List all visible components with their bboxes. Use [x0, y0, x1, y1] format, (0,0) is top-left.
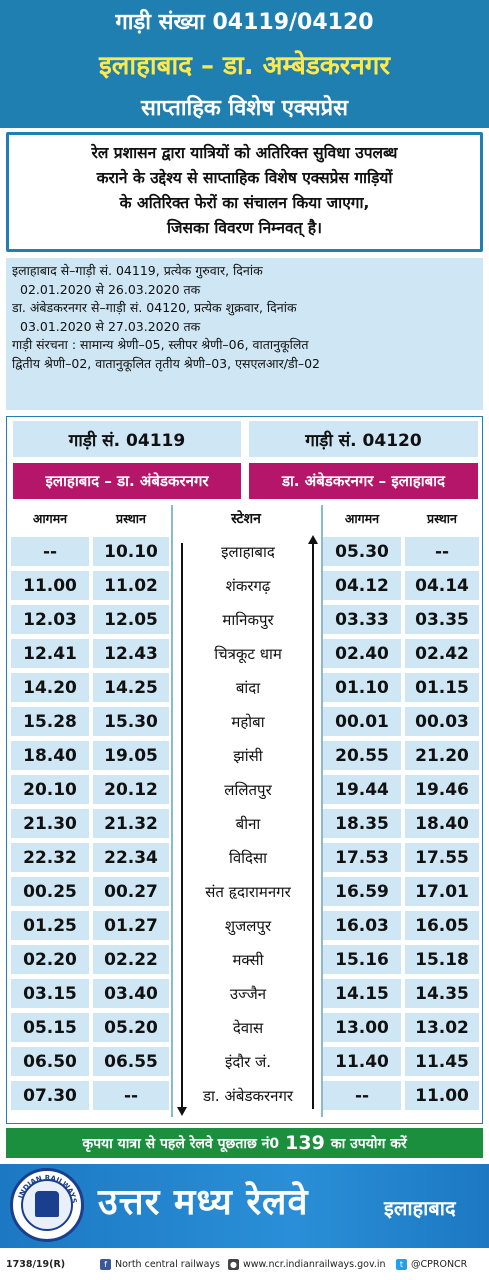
- table-row: [7, 603, 484, 635]
- departure-left: 12.05: [93, 605, 169, 634]
- station-name: उज्जैन: [189, 979, 307, 1008]
- arrival-right: 20.55: [323, 741, 401, 770]
- arrival-left: 07.30: [11, 1081, 89, 1110]
- station-name: विदिसा: [189, 843, 307, 872]
- arrival-left: 15.28: [11, 707, 89, 736]
- route-heading: इलाहाबाद – डा. अम्बेडकरनगर: [98, 51, 391, 81]
- station-name: बांदा: [189, 673, 307, 702]
- departure-right: 03.35: [405, 605, 479, 634]
- arrival-left: 02.20: [11, 945, 89, 974]
- twitter-label: @CPRONCR: [411, 1259, 468, 1270]
- arrival-left: 03.15: [11, 979, 89, 1008]
- arrival-left: 05.15: [11, 1013, 89, 1042]
- details-line: द्वितीय श्रेणी–02, वातानुकूलित तृतीय श्रेणी–03, एसएलआर/डी–02: [12, 355, 321, 371]
- arrival-left: 20.10: [11, 775, 89, 804]
- table-row: [7, 569, 484, 601]
- table-row: [7, 637, 484, 669]
- table-row: [7, 773, 484, 805]
- station-name: शंकरगढ़: [189, 571, 307, 600]
- departure-right: 00.03: [405, 707, 479, 736]
- arrival-right: 14.15: [323, 979, 401, 1008]
- col-station: स्टेशन: [231, 510, 261, 527]
- arrival-right: --: [323, 1081, 401, 1110]
- departure-left: 11.02: [93, 571, 169, 600]
- twitter-icon: t: [396, 1259, 407, 1270]
- arrival-right: 18.35: [323, 809, 401, 838]
- website-link[interactable]: [228, 1259, 386, 1270]
- intro-line: रेल प्रशासन द्वारा यात्रियों को अतिरिक्त सुविधा उपलब्ध: [91, 144, 398, 162]
- table-row: [7, 705, 484, 737]
- intro-line: के अतिरिक्त फेरों का संचालन किया जाएगा,: [119, 194, 370, 212]
- arrival-right: 01.10: [323, 673, 401, 702]
- intro-line: कराने के उद्देश्य से साप्ताहिक विशेष एक्सप्रेस गाड़ियों: [96, 169, 393, 187]
- arrival-left: 18.40: [11, 741, 89, 770]
- facebook-label: North central railways: [115, 1259, 220, 1270]
- website-label: www.ncr.indianrailways.gov.in: [243, 1259, 386, 1270]
- arrival-left: 14.20: [11, 673, 89, 702]
- col-departure-right: प्रस्थान: [427, 510, 457, 526]
- table-row: [7, 943, 484, 975]
- arrival-left: 00.25: [11, 877, 89, 906]
- arrival-right: 05.30: [323, 537, 401, 566]
- arrival-right: 02.40: [323, 639, 401, 668]
- arrival-right: 13.00: [323, 1013, 401, 1042]
- departure-right: --: [405, 537, 479, 566]
- inquiry-number: 139: [285, 1132, 325, 1154]
- station-name: संत हृदारामनगर: [189, 877, 307, 906]
- station-name: देवास: [189, 1013, 307, 1042]
- departure-left: 03.40: [93, 979, 169, 1008]
- details-line: डा. अंबेडकरनगर से–गाड़ी सं. 04120, प्रत्येक शुक्रवार, दिनांक: [12, 300, 297, 315]
- departure-right: 15.18: [405, 945, 479, 974]
- departure-right: 02.42: [405, 639, 479, 668]
- departure-left: 05.20: [93, 1013, 169, 1042]
- table-row: [7, 1079, 484, 1111]
- departure-right: 11.00: [405, 1081, 479, 1110]
- timetable: [6, 416, 483, 1124]
- arrival-left: --: [11, 537, 89, 566]
- facebook-icon: f: [100, 1259, 111, 1270]
- table-row: [7, 875, 484, 907]
- twitter-link[interactable]: [396, 1259, 467, 1270]
- table-row: [7, 739, 484, 771]
- indian-railways-logo-icon: [10, 1168, 84, 1242]
- arrival-right: 00.01: [323, 707, 401, 736]
- departure-right: 04.14: [405, 571, 479, 600]
- departure-left: 22.34: [93, 843, 169, 872]
- station-name: महोबा: [189, 707, 307, 736]
- table-row: [7, 535, 484, 567]
- details-line: 03.01.2020 से 27.03.2020 तक: [20, 318, 201, 334]
- table-row: [7, 1011, 484, 1043]
- intro-line: जिसका विवरण निम्नवत् है।: [167, 219, 322, 237]
- table-row: [7, 1045, 484, 1077]
- arrival-left: 01.25: [11, 911, 89, 940]
- details-line: 02.01.2020 से 26.03.2020 तक: [20, 281, 201, 297]
- svg-text:INDIAN RAILWAYS: [17, 1174, 78, 1204]
- departure-right: 14.35: [405, 979, 479, 1008]
- arrival-right: 19.44: [323, 775, 401, 804]
- departure-right: 11.45: [405, 1047, 479, 1076]
- arrival-left: 12.03: [11, 605, 89, 634]
- bottom-strip: [0, 1250, 489, 1280]
- departure-left: 21.32: [93, 809, 169, 838]
- route-left-header: इलाहाबाद – डा. अंबेडकरनगर: [13, 463, 241, 499]
- departure-left: --: [93, 1081, 169, 1110]
- schedule-details: [6, 258, 483, 410]
- arrival-left: 22.32: [11, 843, 89, 872]
- footer-banner: [0, 1164, 489, 1248]
- arrival-right: 04.12: [323, 571, 401, 600]
- train-left-header: गाड़ी सं. 04119: [13, 421, 241, 457]
- departure-right: 17.55: [405, 843, 479, 872]
- station-name: ललितपुर: [189, 775, 307, 804]
- departure-right: 13.02: [405, 1013, 479, 1042]
- departure-right: 21.20: [405, 741, 479, 770]
- inquiry-text: कृपया यात्रा से पहले रेलवे पूछताछ नं0: [82, 1135, 280, 1152]
- departure-right: 16.05: [405, 911, 479, 940]
- details-line: गाड़ी संरचना : सामान्य श्रेणी–05, स्लीपर श्रेणी–06, वातानुकूलित: [12, 337, 309, 352]
- globe-icon: ●: [228, 1259, 239, 1270]
- arrival-left: 11.00: [11, 571, 89, 600]
- station-name: बीना: [189, 809, 307, 838]
- table-row: [7, 977, 484, 1009]
- station-name: डा. अंबेडकरनगर: [189, 1081, 307, 1110]
- service-heading: साप्ताहिक विशेष एक्सप्रेस: [140, 96, 349, 121]
- col-arrival-left: आगमन: [32, 510, 68, 526]
- arrival-right: 11.40: [323, 1047, 401, 1076]
- arrival-right: 16.03: [323, 911, 401, 940]
- departure-right: 18.40: [405, 809, 479, 838]
- route-right-header: डा. अंबेडकरनगर – इलाहाबाद: [249, 463, 478, 499]
- departure-left: 01.27: [93, 911, 169, 940]
- station-name: इलाहाबाद: [189, 537, 307, 566]
- header-banner: [0, 0, 489, 128]
- notice-code: 1738/19(R): [6, 1259, 66, 1270]
- departure-left: 00.27: [93, 877, 169, 906]
- arrival-left: 21.30: [11, 809, 89, 838]
- footer-city: इलाहाबाद: [384, 1196, 456, 1220]
- railway-zone-title: उत्तर मध्य रेलवे: [98, 1182, 309, 1223]
- table-row: [7, 807, 484, 839]
- logo-text: INDIAN RAILWAYS: [17, 1173, 79, 1204]
- departure-left: 14.25: [93, 673, 169, 702]
- facebook-link[interactable]: [100, 1259, 220, 1270]
- table-row: [7, 909, 484, 941]
- station-name: मक्सी: [189, 945, 307, 974]
- arrival-right: 03.33: [323, 605, 401, 634]
- departure-right: 17.01: [405, 877, 479, 906]
- arrival-left: 12.41: [11, 639, 89, 668]
- table-row: [7, 671, 484, 703]
- train-right-header: गाड़ी सं. 04120: [249, 421, 478, 457]
- departure-left: 10.10: [93, 537, 169, 566]
- col-departure-left: प्रस्थान: [116, 510, 146, 526]
- inquiry-text-end: का उपयोग करें: [330, 1135, 407, 1152]
- station-name: चित्रकूट धाम: [189, 639, 307, 668]
- departure-right: 19.46: [405, 775, 479, 804]
- arrival-left: 06.50: [11, 1047, 89, 1076]
- intro-notice: [6, 132, 483, 252]
- arrival-right: 15.16: [323, 945, 401, 974]
- inquiry-banner: [6, 1128, 483, 1158]
- departure-left: 06.55: [93, 1047, 169, 1076]
- details-line: इलाहाबाद से–गाड़ी सं. 04119, प्रत्येक गुरुवार, दिनांक: [12, 263, 263, 278]
- station-name: मानिकपुर: [189, 605, 307, 634]
- departure-left: 19.05: [93, 741, 169, 770]
- station-name: झांसी: [189, 741, 307, 770]
- train-numbers-heading: गाड़ी संख्या 04119/04120: [115, 10, 374, 35]
- departure-right: 01.15: [405, 673, 479, 702]
- departure-left: 12.43: [93, 639, 169, 668]
- station-name: शुजलपुर: [189, 911, 307, 940]
- departure-left: 15.30: [93, 707, 169, 736]
- arrival-right: 16.59: [323, 877, 401, 906]
- arrival-right: 17.53: [323, 843, 401, 872]
- departure-left: 20.12: [93, 775, 169, 804]
- col-arrival-right: आगमन: [344, 510, 380, 526]
- station-name: इंदौर जं.: [189, 1047, 307, 1076]
- departure-left: 02.22: [93, 945, 169, 974]
- table-row: [7, 841, 484, 873]
